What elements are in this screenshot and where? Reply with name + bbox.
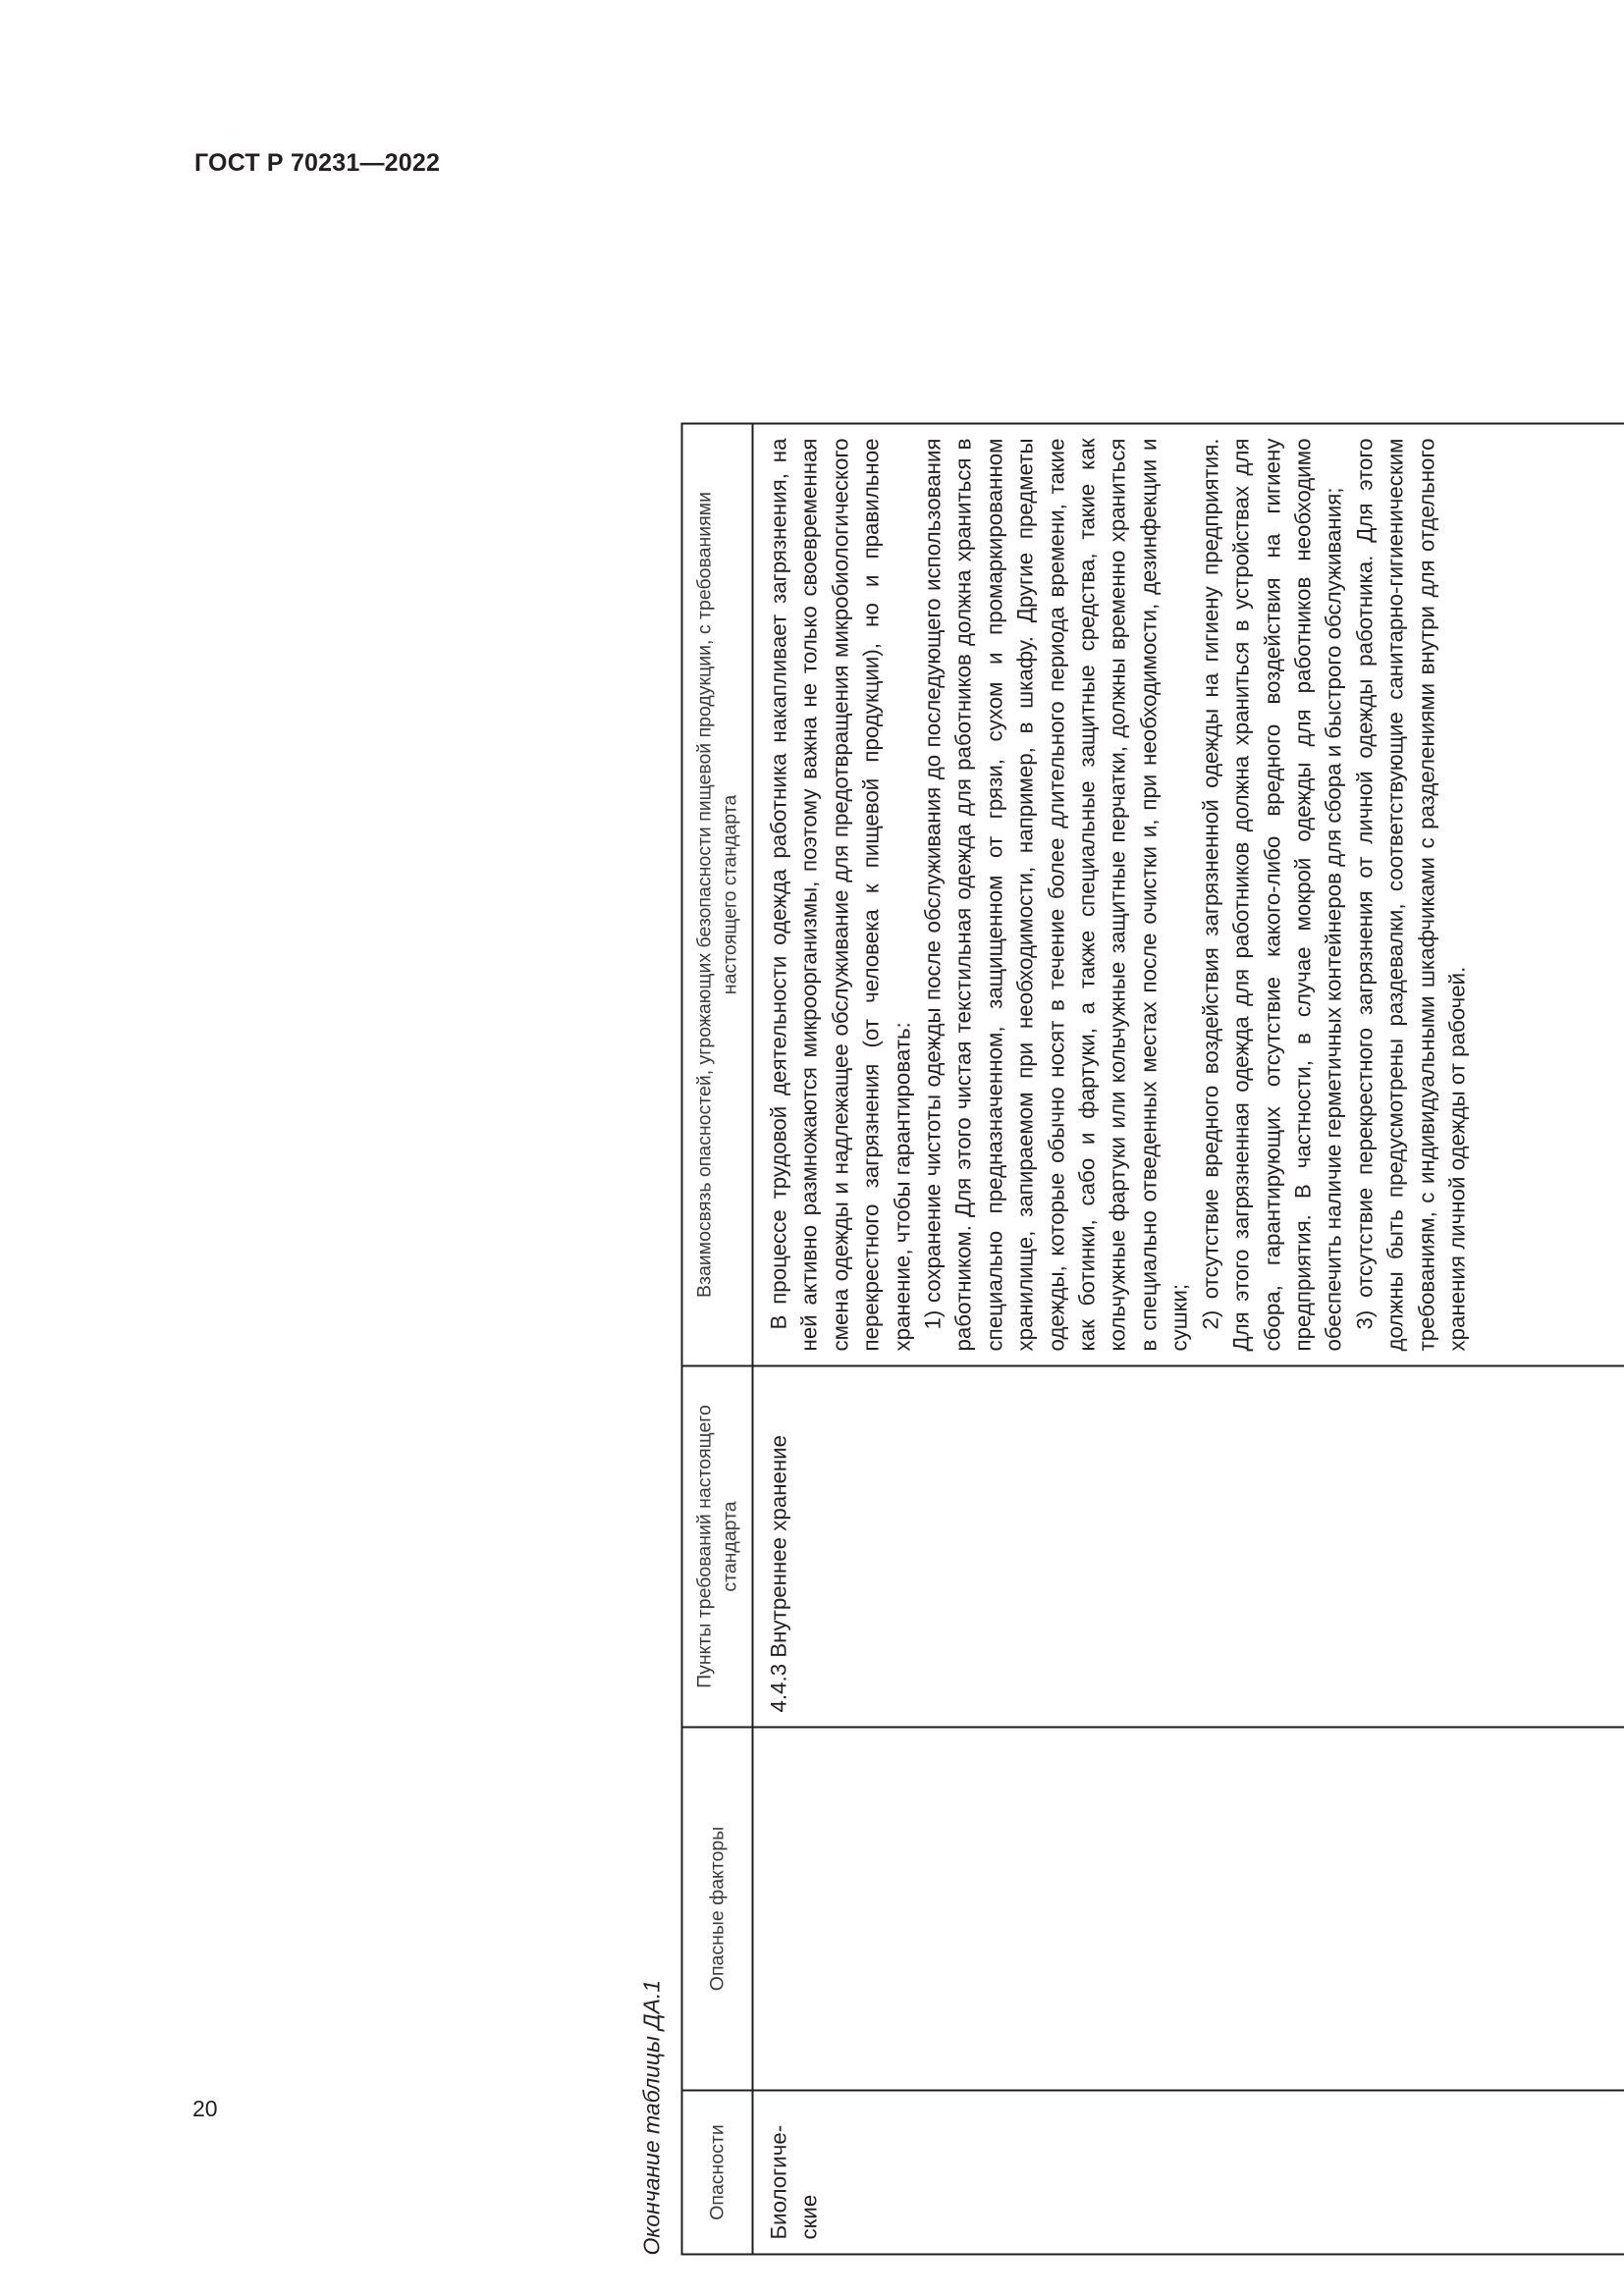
relationship-paragraph: 2) отсутствие вредного воздействия загрязненной одежды на гигиену предприятия. Для этого загрязненная одежда для работников должна храниться в устройствах для сбора, гарантирующих отсутствие какого-либо вредного воздействия на гигиену предприятия. В частности, в случае мокрой одежды для работников необходимо обеспечить наличие герметичных контейнеров для сбора и быстрого обслуживания;: [1197, 438, 1346, 1351]
column-header-clauses: Пункты требований настоящего стандарта: [681, 1365, 752, 1727]
relationship-paragraph: 3) отсутствие перекрестного загрязнения от личной одежды работника. Для этого должны быть предусмотрены раздевалки, соответствующие санитарно-гигиеническим требованиям, с индивидуальными шкафчиками с разделениями внутри для отдельного хранения личной одежды от рабочей.: [1351, 438, 1469, 1351]
relationship-paragraph: В процессе трудовой деятельности одежда работника накапливает загрязнения, на ней активно размножаются микроорганизмы, поэтому важна не только своевременная смена одежды и надлежащее обслуживание для предотвращения микробиологического перекрестного загрязнения (от человека к пищевой продукции), но и правильное хранение, чтобы гарантировать:: [766, 438, 914, 1351]
table-header-row: [681, 423, 752, 2254]
column-header-factors: Опасные факторы: [681, 1727, 752, 2090]
table-caption: Окончание таблицы ДА.1: [638, 1979, 664, 2255]
page-number: 20: [192, 2096, 218, 2121]
column-header-relationship: Взаимосвязь опасностей, угрожающих безопасности пищевой продукции, с требованиями настоящего стандарта: [681, 423, 752, 1365]
table-row: [752, 423, 1624, 2254]
cell-hazard: [752, 2090, 1624, 2254]
rotated-table-block: [638, 424, 1624, 2255]
cell-factors: [752, 1727, 1624, 2090]
hazard-table: [680, 422, 1624, 2255]
relationship-paragraph: 1) сохранение чистоты одежды после обслуживания до последующего использования работником. Для этого чистая текстильная одежда для работников должна храниться в специально предназначенном, защищенном от грязи, сухом и промаркированном хранилище, запираемом при необходимости, например, в шкафу. Другие предметы одежды, которые обычно носят в течение более длительного периода времени, такие как ботинки, сабо и фартуки, а также специальные защитные средства, такие как кольчужные фартуки или кольчужные защитные перчатки, должны временно храниться в специально отведенных местах после очистки и, при необходимости, дезинфекции и сушки;: [920, 438, 1192, 1351]
document-header: ГОСТ Р 70231—2022: [194, 149, 441, 177]
cell-clause: 4.4.3 Внутреннее хранение: [752, 1365, 1624, 1727]
cell-relationship: [752, 423, 1624, 1365]
hazard-name: Биологиче-ские: [766, 2124, 822, 2239]
column-header-hazards: Опасности: [681, 2090, 752, 2254]
